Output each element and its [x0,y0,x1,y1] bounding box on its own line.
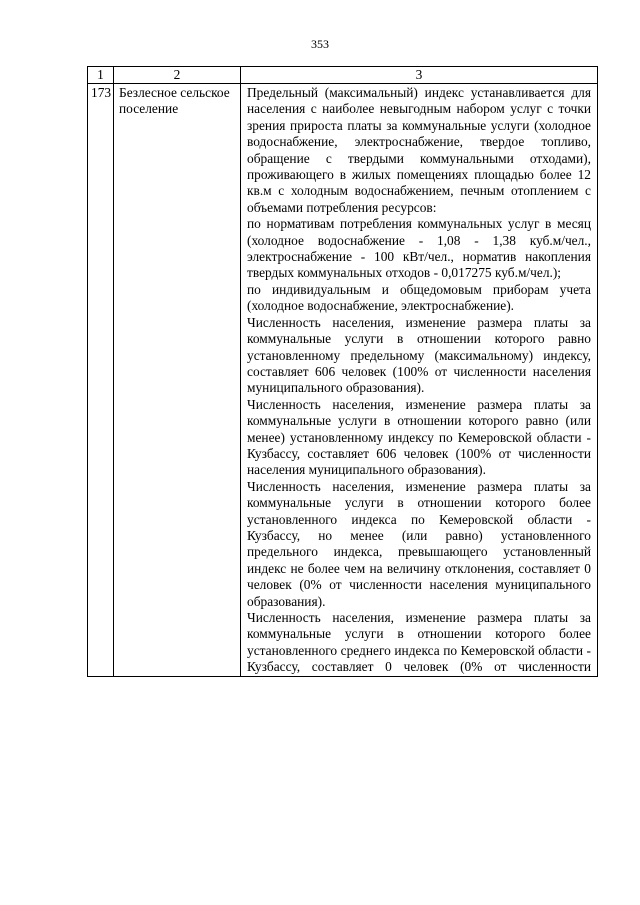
header-cell-3: 3 [241,67,598,84]
paragraph-population-above-average: Численность населения, изменение размера платы за коммунальные услуги в отношении которого более установленного среднего индекса по Кемеровской области - Кузбассу, составляет 0 человек (0% от численности [247,610,591,675]
row-number: 173 [88,84,114,677]
page-number: 353 [311,37,329,51]
table-header-row [88,67,598,84]
header-cell-1: 1 [88,67,114,84]
index-description [241,84,598,677]
header-cell-2: 2 [114,67,241,84]
paragraph-population-deviation: Численность населения, изменение размера платы за коммунальные услуги в отношении которого более установленного индекса по Кемеровской области - Кузбассу, но менее (или равно) установленного предельного индекса, превышающего установленный индекс не более чем на величину отклонения, составляет 0 человек (0% от численности населения муниципального образования). [247,478,591,609]
settlement-name: Безлесное сельское поселение [114,84,241,677]
paragraph-population-regional-index: Численность населения, изменение размера платы за коммунальные услуги в отношении которого равно (или менее) установленному индексу по Кемеровской области - Кузбассу, составляет 606 человек (100% от численности населения муниципального образования). [247,396,591,478]
table-row [88,84,598,677]
paragraph-consumption-norms: по нормативам потребления коммунальных услуг в месяц (холодное водоснабжение - 1,08 - 1,38 куб.м/чел., электроснабжение - 100 кВт/чел., норматив накопления твердых коммунальных отходов - 0,017275 куб.м/чел.); [247,216,591,281]
paragraph-population-max-index: Численность населения, изменение размера платы за коммунальные услуги в отношении которого равно установленному предельному (максимальному) индексу, составляет 606 человек (100% от численности населения муниципального образования). [247,314,591,396]
paragraph-metering-devices: по индивидуальным и общедомовым приборам учета (холодное водоснабжение, электроснабжение). [247,281,591,314]
index-table [87,66,598,677]
paragraph-index-definition: Предельный (максимальный) индекс устанавливается для населения с наиболее невыгодным набором услуг с точки зрения прироста платы за коммунальные услуги (холодное водоснабжение, электроснабжение, твердое топливо, обращение с твердыми коммунальными отходами), проживающего в жилых помещениях площадью более 12 кв.м с холодным водоснабжением, печным отоплением с объемами потребления ресурсов: [247,85,591,215]
